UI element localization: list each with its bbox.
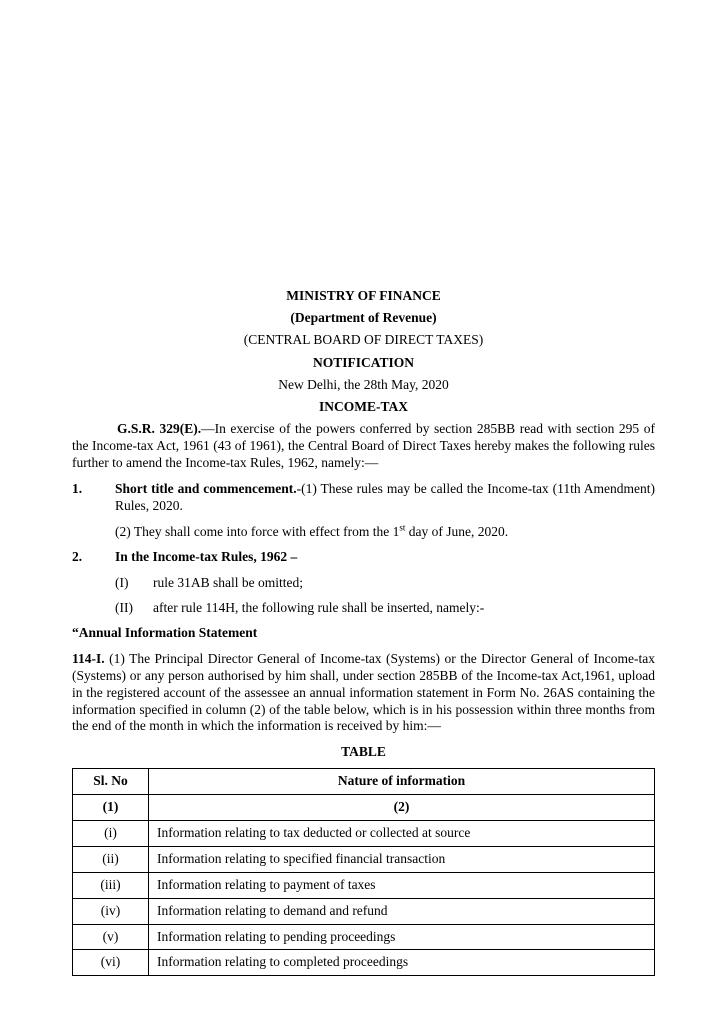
table-row [73,846,655,872]
item-1-lead: Short title and commencement. [115,480,297,496]
rule-item-1 [72,481,655,515]
rule-item-2 [72,549,655,566]
income-tax-heading: INCOME-TAX [319,398,408,414]
dateline: New Delhi, the 28th May, 2020 [278,376,449,392]
item-1-sub-2-post: day of June, 2020. [405,523,509,539]
gsr-number: G.S.R. 329(E). [117,421,202,437]
row-info: Information relating to completed proceedings [149,950,655,976]
table-subheader-row [73,795,655,821]
row-sl: (iii) [73,872,149,898]
row-info: Information relating to payment of taxes [149,872,655,898]
sub-II-text: after rule 114H, the following rule shall be inserted, namely:- [153,600,485,616]
item-1-rest: -(1) These rules may be called the Income-tax (11th Amendment) Rules, 2020. [115,480,656,513]
sub-I-text: rule 31AB shall be omitted; [153,575,303,591]
item-2-sub-II [72,600,655,617]
table-row [73,898,655,924]
notification-heading: NOTIFICATION [312,354,414,370]
table-title: TABLE [341,744,386,760]
table-row [73,872,655,898]
row-info: Information relating to specified financial transaction [149,846,655,872]
item-2-sub-I [72,575,655,592]
row-sl: (iv) [73,898,149,924]
row-sl: (v) [73,924,149,950]
item-1-number: 1. [72,480,83,496]
table-row [73,950,655,976]
row-sl: (ii) [73,846,149,872]
header-nature: Nature of information [149,769,655,795]
annual-information-statement-heading: “Annual Information Statement [72,625,258,640]
subheader-col-1: (1) [73,795,149,821]
table-header-row [73,769,655,795]
table-row [73,821,655,847]
row-sl: (vi) [73,950,149,976]
ordinal-superscript: st [399,522,406,532]
row-info: Information relating to tax deducted or collected at source [149,821,655,847]
gsr-text: —In exercise of the powers conferred by section 285BB read with section 295 of the Income-tax Act, 1961 (43 of 1961), the Central Board of Direct Taxes hereby makes the following rules further to amend the Income-tax Rules, 1962, namely:— [72,421,655,470]
item-1-sub-2 [72,524,655,541]
gsr-paragraph [72,421,655,472]
row-sl: (i) [73,821,149,847]
item-2-text: In the Income-tax Rules, 1962 – [115,549,298,565]
ministry-heading: MINISTRY OF FINANCE [286,288,441,303]
sub-II-number: (II) [115,600,133,616]
row-info: Information relating to pending proceedings [149,924,655,950]
department-heading: (Department of Revenue) [290,310,437,326]
sub-I-number: (I) [115,575,129,591]
header-sl-no: Sl. No [73,769,149,795]
table-row [73,924,655,950]
item-1-sub-2-pre: (2) They shall come into force with effect from the 1 [115,523,400,539]
rule-114I-paragraph [72,651,655,735]
rule-114I-number: 114-I. [72,650,105,666]
subheader-col-2: (2) [149,795,655,821]
item-1-text [115,481,655,515]
item-2-number: 2. [72,549,83,565]
row-info: Information relating to demand and refund [149,898,655,924]
information-table [72,768,655,976]
board-heading: (CENTRAL BOARD OF DIRECT TAXES) [243,332,484,348]
rule-114I-text: (1) The Principal Director General of Income-tax (Systems) or the Director General of Income-tax (Systems) or any person authorised by him shall, under section 285BB of the Income-tax Act,1961, upload in the registered account of the assessee an annual information statement in Form No. 26AS containing the information specified in column (2) of the table below, which is in his possession within three months from the end of the month in which the information is received by him:— [72,650,655,734]
